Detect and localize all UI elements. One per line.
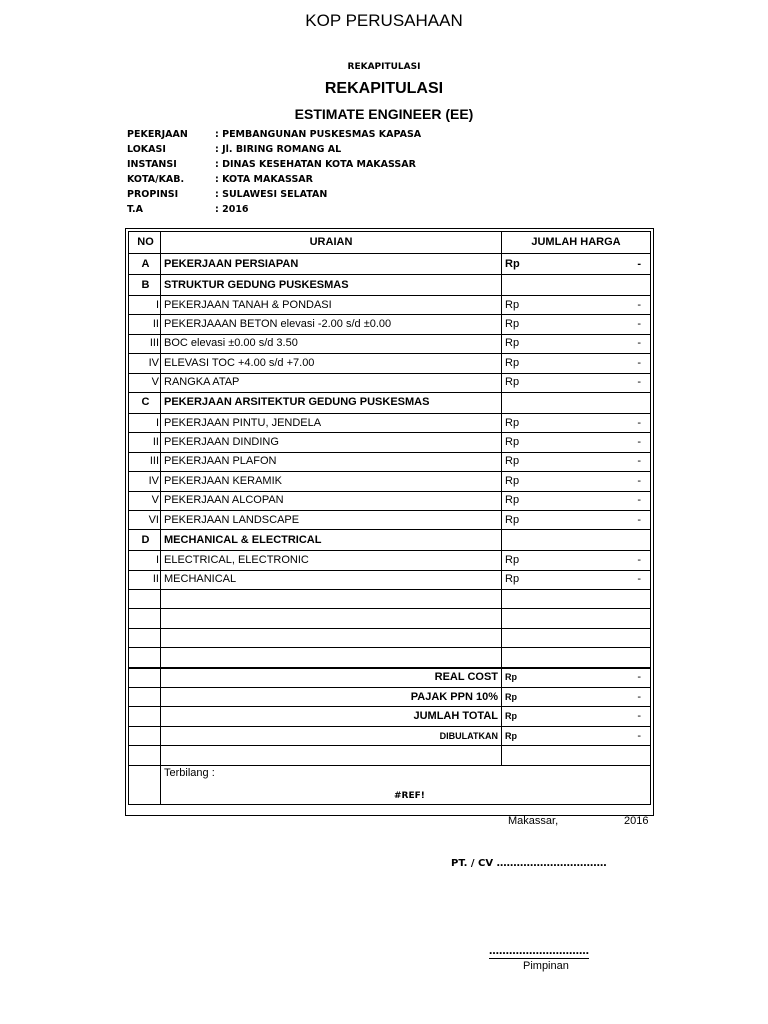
terbilang-value: #REF! <box>394 790 425 801</box>
amount-value: - <box>637 416 641 429</box>
currency-label: Rp <box>505 257 520 270</box>
currency-label: Rp <box>505 318 520 331</box>
row-uraian: MECHANICAL <box>161 570 502 589</box>
table-row <box>129 315 651 334</box>
rekap-table-frame <box>125 228 654 816</box>
table-row <box>129 275 651 296</box>
info-value: : 2016 <box>215 204 249 215</box>
row-no: IV <box>129 354 161 373</box>
currency-label: Rp <box>505 513 520 526</box>
row-no <box>129 688 161 707</box>
row-harga <box>502 334 651 353</box>
row-harga <box>502 373 651 392</box>
currency-label: Rp <box>505 573 520 586</box>
amount-value: - <box>637 356 641 369</box>
row-no <box>129 628 161 647</box>
amount-value: - <box>637 455 641 468</box>
table-row <box>129 628 651 647</box>
info-label: PEKERJAAN <box>127 129 188 140</box>
row-harga <box>502 413 651 432</box>
row-no: III <box>129 452 161 471</box>
currency-label: Rp <box>505 730 517 741</box>
row-uraian: MECHANICAL & ELECTRICAL <box>161 530 502 551</box>
currency-label: Rp <box>505 711 517 722</box>
row-harga <box>502 392 651 413</box>
info-row <box>127 142 421 157</box>
row-no: A <box>129 254 161 275</box>
document-title: REKAPITULASI <box>324 80 444 97</box>
row-no: I <box>129 296 161 315</box>
table-row <box>129 472 651 491</box>
info-row <box>127 157 421 172</box>
row-uraian: PEKERJAAAN BETON elevasi -2.00 s/d ±0.00 <box>161 315 502 334</box>
row-no: IV <box>129 472 161 491</box>
row-harga <box>502 510 651 529</box>
table-header-row <box>129 232 651 254</box>
document-subtitle: ESTIMATE ENGINEER (EE) <box>294 106 474 122</box>
terbilang-row <box>129 765 651 804</box>
row-no <box>129 765 161 804</box>
rekap-table <box>128 231 651 805</box>
row-no: V <box>129 491 161 510</box>
row-harga <box>502 433 651 452</box>
amount-value: - <box>637 729 641 742</box>
table-row <box>129 452 651 471</box>
row-no: II <box>129 433 161 452</box>
row-uraian: PEKERJAAN PLAFON <box>161 452 502 471</box>
row-harga <box>502 726 651 745</box>
summary-row <box>129 668 651 688</box>
row-uraian: PEKERJAAN LANDSCAPE <box>161 510 502 529</box>
amount-value: - <box>637 553 641 566</box>
row-no: II <box>129 315 161 334</box>
amount-value: - <box>637 573 641 586</box>
row-uraian: RANGKA ATAP <box>161 373 502 392</box>
row-harga <box>502 315 651 334</box>
row-no <box>129 590 161 609</box>
info-row <box>127 187 421 202</box>
currency-label: Rp <box>505 672 517 683</box>
small-title: REKAPITULASI <box>347 62 421 72</box>
amount-value: - <box>637 474 641 487</box>
terbilang-cell <box>161 765 651 804</box>
header-uraian: URAIAN <box>161 232 502 254</box>
row-no: III <box>129 334 161 353</box>
header-no: NO <box>129 232 161 254</box>
row-harga <box>502 275 651 296</box>
info-value: : Jl. BIRING ROMANG AL <box>215 144 342 155</box>
summary-label: PAJAK PPN 10% <box>161 688 502 707</box>
table-row <box>129 648 651 668</box>
row-harga <box>502 688 651 707</box>
currency-label: Rp <box>505 474 520 487</box>
info-row <box>127 172 421 187</box>
table-row <box>129 510 651 529</box>
amount-value: - <box>637 710 641 723</box>
info-row <box>127 127 421 142</box>
summary-row <box>129 726 651 745</box>
table-row <box>129 590 651 609</box>
summary-label: JUMLAH TOTAL <box>161 707 502 726</box>
row-harga <box>502 472 651 491</box>
row-uraian: PEKERJAAN TANAH & PONDASI <box>161 296 502 315</box>
row-uraian: PEKERJAAN PERSIAPAN <box>161 254 502 275</box>
signer-line: ………………………… <box>489 946 589 957</box>
currency-label: Rp <box>505 298 520 311</box>
company-name: PT. / CV …………………………… <box>451 858 607 869</box>
currency-label: Rp <box>505 416 520 429</box>
row-no: I <box>129 413 161 432</box>
amount-value: - <box>637 298 641 311</box>
table-row <box>129 609 651 628</box>
table-row <box>129 392 651 413</box>
info-label: LOKASI <box>127 144 166 155</box>
row-no: I <box>129 551 161 570</box>
row-harga <box>502 551 651 570</box>
table-row <box>129 413 651 432</box>
row-uraian <box>161 628 502 647</box>
amount-value: - <box>637 690 641 703</box>
row-uraian <box>161 648 502 668</box>
row-uraian: ELEVASI TOC +4.00 s/d +7.00 <box>161 354 502 373</box>
row-harga <box>502 628 651 647</box>
info-label: PROPINSI <box>127 189 179 200</box>
spacer-row <box>129 746 651 765</box>
amount-value: - <box>637 257 641 270</box>
row-harga <box>502 746 651 765</box>
summary-row <box>129 688 651 707</box>
info-row <box>127 202 421 217</box>
row-harga <box>502 707 651 726</box>
info-label: T.A <box>127 204 143 215</box>
row-no: C <box>129 392 161 413</box>
row-harga <box>502 491 651 510</box>
currency-label: Rp <box>505 553 520 566</box>
info-value: : KOTA MAKASSAR <box>215 174 313 185</box>
currency-label: Rp <box>505 436 520 449</box>
amount-value: - <box>637 318 641 331</box>
row-uraian <box>161 746 502 765</box>
row-uraian: PEKERJAAN KERAMIK <box>161 472 502 491</box>
currency-label: Rp <box>505 455 520 468</box>
amount-value: - <box>637 337 641 350</box>
row-uraian: ELECTRICAL, ELECTRONIC <box>161 551 502 570</box>
amount-value: - <box>637 494 641 507</box>
row-uraian: PEKERJAAN DINDING <box>161 433 502 452</box>
row-uraian <box>161 590 502 609</box>
currency-label: Rp <box>505 376 520 389</box>
row-no: II <box>129 570 161 589</box>
table-row <box>129 570 651 589</box>
row-uraian: STRUKTUR GEDUNG PUSKESMAS <box>161 275 502 296</box>
row-uraian <box>161 609 502 628</box>
table-row <box>129 296 651 315</box>
amount-value: - <box>637 671 641 684</box>
row-harga <box>502 668 651 688</box>
info-value: : PEMBANGUNAN PUSKESMAS KAPASA <box>215 129 422 140</box>
terbilang-label: Terbilang : <box>164 766 215 779</box>
row-harga <box>502 254 651 275</box>
table-row <box>129 254 651 275</box>
row-uraian: BOC elevasi ±0.00 s/d 3.50 <box>161 334 502 353</box>
currency-label: Rp <box>505 691 517 702</box>
currency-label: Rp <box>505 494 520 507</box>
row-harga <box>502 590 651 609</box>
info-value: : SULAWESI SELATAN <box>215 189 328 200</box>
amount-value: - <box>637 376 641 389</box>
row-no <box>129 746 161 765</box>
sign-place: Makassar, <box>508 815 559 827</box>
header-jumlah-harga: JUMLAH HARGA <box>502 232 651 254</box>
row-no: VI <box>129 510 161 529</box>
summary-label: REAL COST <box>161 668 502 688</box>
row-uraian: PEKERJAAN PINTU, JENDELA <box>161 413 502 432</box>
row-harga <box>502 570 651 589</box>
row-no: B <box>129 275 161 296</box>
row-uraian: PEKERJAAN ARSITEKTUR GEDUNG PUSKESMAS <box>161 392 502 413</box>
currency-label: Rp <box>505 356 520 369</box>
row-no <box>129 726 161 745</box>
row-harga <box>502 648 651 668</box>
info-label: KOTA/KAB. <box>127 174 185 185</box>
info-value: : DINAS KESEHATAN KOTA MAKASSAR <box>215 159 416 170</box>
summary-label: DIBULATKAN <box>161 726 502 745</box>
row-no <box>129 648 161 668</box>
row-no: D <box>129 530 161 551</box>
row-uraian: PEKERJAAN ALCOPAN <box>161 491 502 510</box>
sign-year: 2016 <box>624 815 649 827</box>
table-row <box>129 334 651 353</box>
table-row <box>129 491 651 510</box>
row-harga <box>502 354 651 373</box>
row-harga <box>502 530 651 551</box>
table-row <box>129 551 651 570</box>
amount-value: - <box>637 513 641 526</box>
table-row <box>129 530 651 551</box>
row-harga <box>502 609 651 628</box>
row-no: V <box>129 373 161 392</box>
row-harga <box>502 452 651 471</box>
info-label: INSTANSI <box>127 159 177 170</box>
currency-label: Rp <box>505 337 520 350</box>
table-row <box>129 373 651 392</box>
kop-perusahaan: KOP PERUSAHAAN <box>305 11 463 30</box>
summary-row <box>129 707 651 726</box>
amount-value: - <box>637 436 641 449</box>
row-no <box>129 707 161 726</box>
signer-title: Pimpinan <box>523 960 569 972</box>
project-info <box>127 127 421 217</box>
row-harga <box>502 296 651 315</box>
row-no <box>129 609 161 628</box>
row-no <box>129 668 161 688</box>
table-row <box>129 433 651 452</box>
table-row <box>129 354 651 373</box>
